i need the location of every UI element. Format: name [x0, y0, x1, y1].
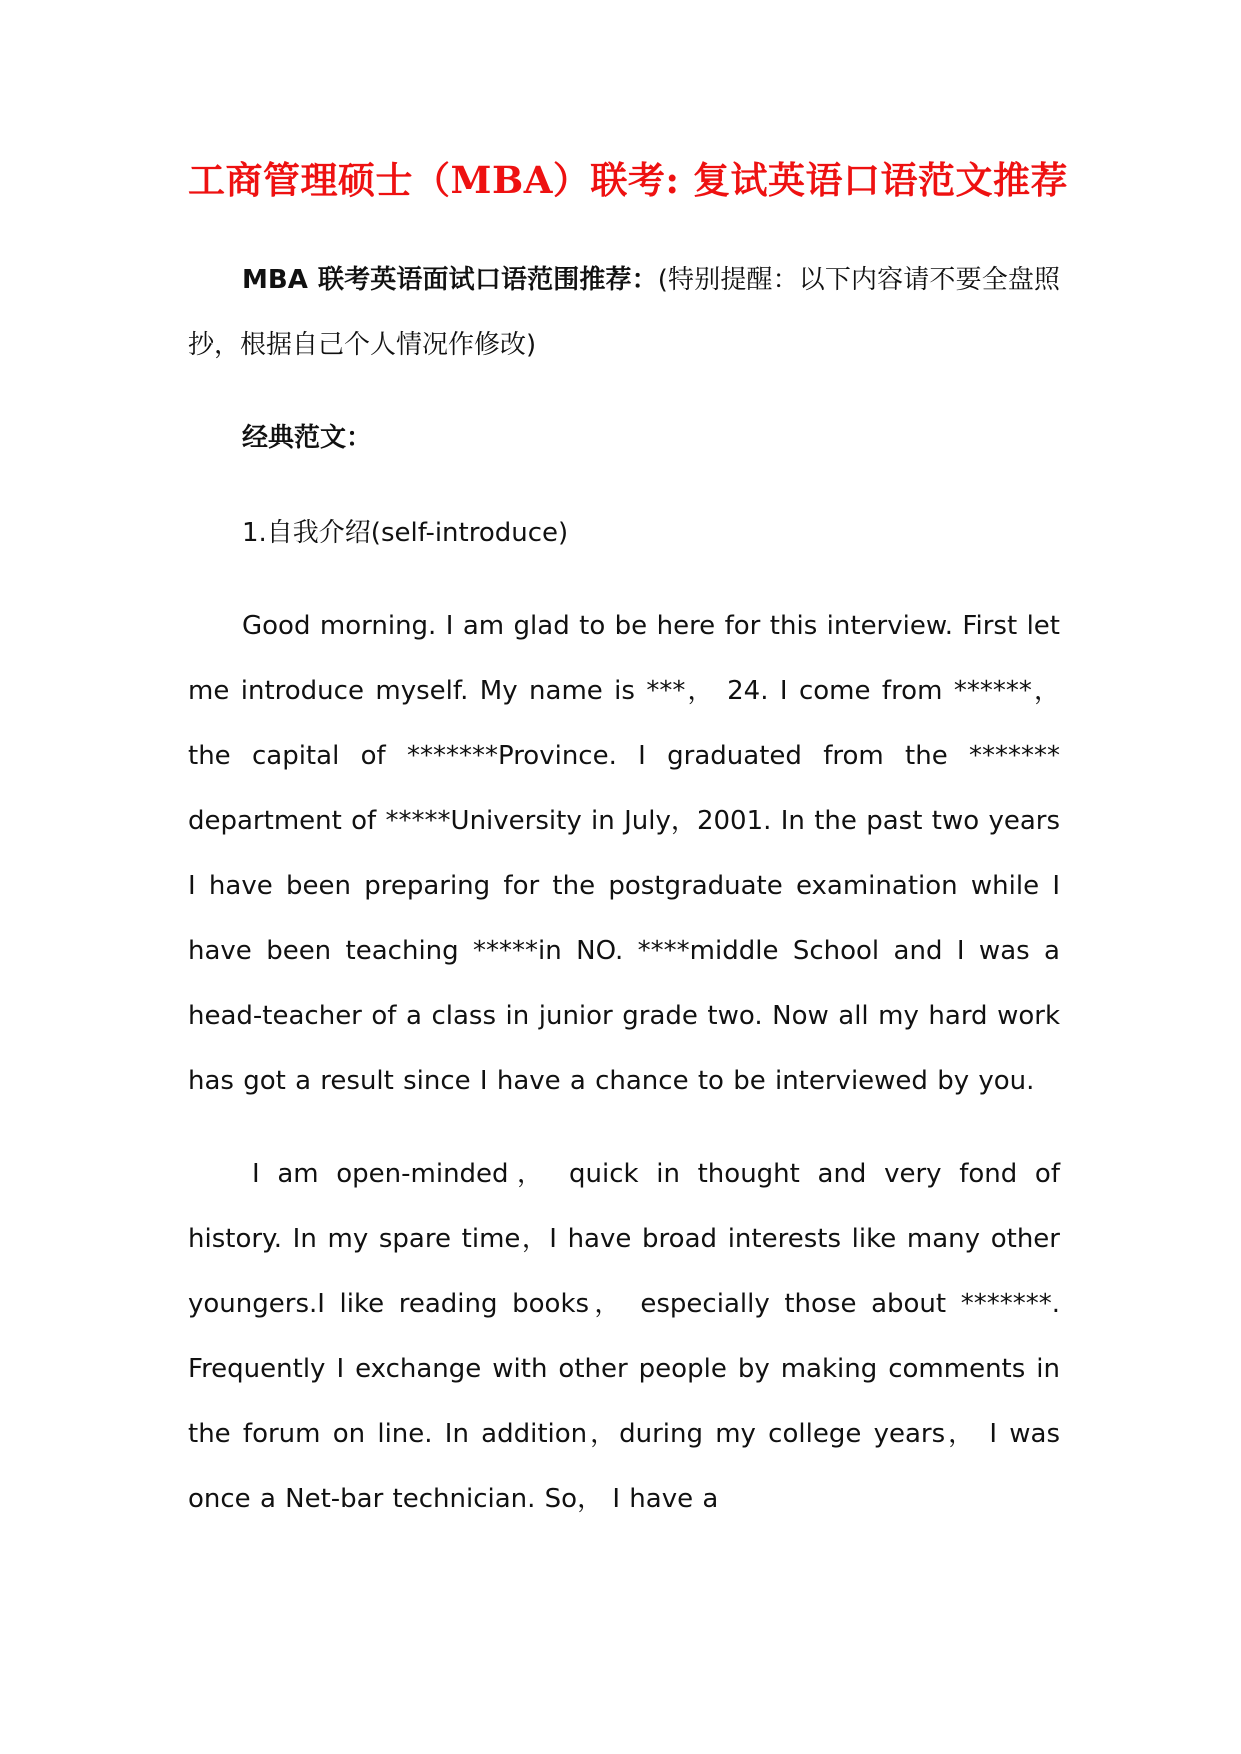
item-heading: 1.自我介绍(self-introduce) [242, 518, 569, 548]
section-heading: 经典范文： [242, 423, 373, 453]
document-body [188, 248, 1060, 1560]
page-title: 工商管理硕士（MBA）联考: 复试英语口语范文推荐 [188, 158, 1068, 202]
intro-note: (特别提醒：以下内容请不要全盘照抄，根据自己个人情况作修改) [188, 265, 1060, 360]
body-paragraph-2: I am open-minded， quick in thought and very fond of history. In my spare time，I have broad interests like many other youngers.I like reading books， especially those about *******. Frequently I exchange with other people by making comments in the forum on line. In addition，during my college years， I was once a Net-bar technician. So， I have a [188, 1159, 1060, 1514]
intro-lead: MBA 联考英语面试口语范围推荐： [242, 265, 658, 295]
body-paragraph-1: Good morning. I am glad to be here for this interview. First let me introduce myself. My name is ***， 24. I come from ******，the capital of *******Province. I graduated from the ******* department of *****University in July，2001. In the past two years I have been preparing for the postgraduate examination while I have been teaching *****in NO. ****middle School and I was a head-teacher of a class in junior grade two. Now all my hard work has got a result since I have a chance to be interviewed by you. [188, 611, 1060, 1096]
intro-paragraph [188, 248, 1060, 378]
